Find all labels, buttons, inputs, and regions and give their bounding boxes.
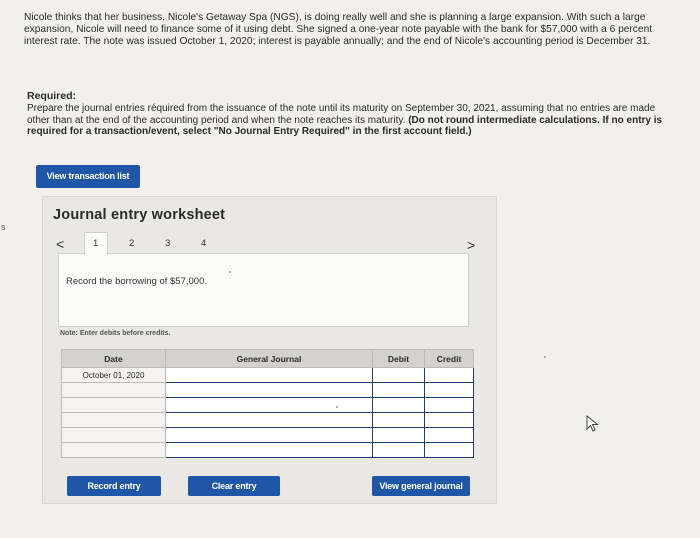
debit-input[interactable] <box>373 443 425 458</box>
required-instruction-text: Prepare the journal entries réquired from the issuance of the note until its maturity on September 30, 2021, assuming that no entries are made other than at the end of the accounting period and when the note reaches its maturity. <box>27 103 656 126</box>
credit-input[interactable] <box>425 398 474 413</box>
date-cell <box>62 383 166 398</box>
page-tab-4[interactable]: 4 <box>201 238 207 249</box>
debit-column-header: Debit <box>373 350 425 368</box>
worksheet-title: Journal entry worksheet <box>53 207 226 223</box>
credit-input[interactable] <box>425 443 474 458</box>
debit-input[interactable] <box>373 368 425 383</box>
table-row <box>62 443 474 458</box>
entry-description-box <box>58 253 469 327</box>
date-cell <box>62 413 166 428</box>
debit-input[interactable] <box>373 428 425 443</box>
stray-dot <box>229 271 231 273</box>
account-input[interactable] <box>166 368 373 383</box>
page-tab-2[interactable]: 2 <box>129 238 135 249</box>
next-page-arrow[interactable]: > <box>467 237 476 253</box>
clear-entry-button[interactable]: Clear entry <box>188 476 280 496</box>
date-cell <box>62 428 166 443</box>
table-row <box>62 413 474 428</box>
debit-input[interactable] <box>373 413 425 428</box>
prev-page-arrow[interactable]: < <box>56 236 65 252</box>
view-general-journal-button[interactable]: View general journal <box>372 476 470 496</box>
account-input[interactable] <box>166 443 373 458</box>
debit-input[interactable] <box>373 383 425 398</box>
credit-input[interactable] <box>425 383 474 398</box>
record-entry-button[interactable]: Record entry <box>67 476 161 496</box>
account-input[interactable] <box>166 428 373 443</box>
account-input[interactable] <box>166 413 373 428</box>
credit-input[interactable] <box>425 428 474 443</box>
date-cell <box>62 443 166 458</box>
date-cell: October 01, 2020 <box>62 368 166 383</box>
table-row <box>62 383 474 398</box>
page-tab-3[interactable]: 3 <box>165 238 171 249</box>
credit-column-header: Credit <box>425 350 474 368</box>
required-instructions <box>27 103 677 138</box>
date-column-header: Date <box>62 350 166 368</box>
problem-statement: Nicole thinks that her business, Nicole's Getaway Spa (NGS), is doing really well and she is planning a large expansion. With such a large expansion, Nicole will need to finance some of it using debt. She signed a one-year note payable with the bank for $57,000 with a 6 percent interest rate. The note was issued October 1, 2020; interest is payable annually; and the end of Nicole's accounting period is December 31. <box>24 12 653 48</box>
debit-input[interactable] <box>373 398 425 413</box>
credit-input[interactable] <box>425 368 474 383</box>
account-input[interactable] <box>166 398 373 413</box>
table-row <box>62 398 474 413</box>
date-cell <box>62 398 166 413</box>
view-transaction-list-button[interactable]: View transaction list <box>36 165 140 188</box>
credit-input[interactable] <box>425 413 474 428</box>
edge-fragment: s <box>1 222 6 232</box>
general-journal-column-header: General Journal <box>166 350 373 368</box>
mouse-cursor-icon <box>586 415 600 438</box>
page-tab-1[interactable]: 1 <box>93 238 99 249</box>
table-row <box>62 368 474 383</box>
required-bold-note: (Do not round intermediate calculations. If no entry is required for a transaction/event, select "No Journal Entry Required" in the first account field.) <box>27 114 663 138</box>
stray-dot <box>336 406 338 408</box>
stray-dot <box>544 356 546 358</box>
table-row <box>62 428 474 443</box>
account-input[interactable] <box>166 383 373 398</box>
entry-instruction: Record the borrowing of $57,000. <box>66 276 208 287</box>
debits-before-credits-note: Note: Enter debits before credits. <box>60 330 171 337</box>
journal-entry-table <box>61 349 474 458</box>
required-heading: Required: <box>27 90 77 102</box>
